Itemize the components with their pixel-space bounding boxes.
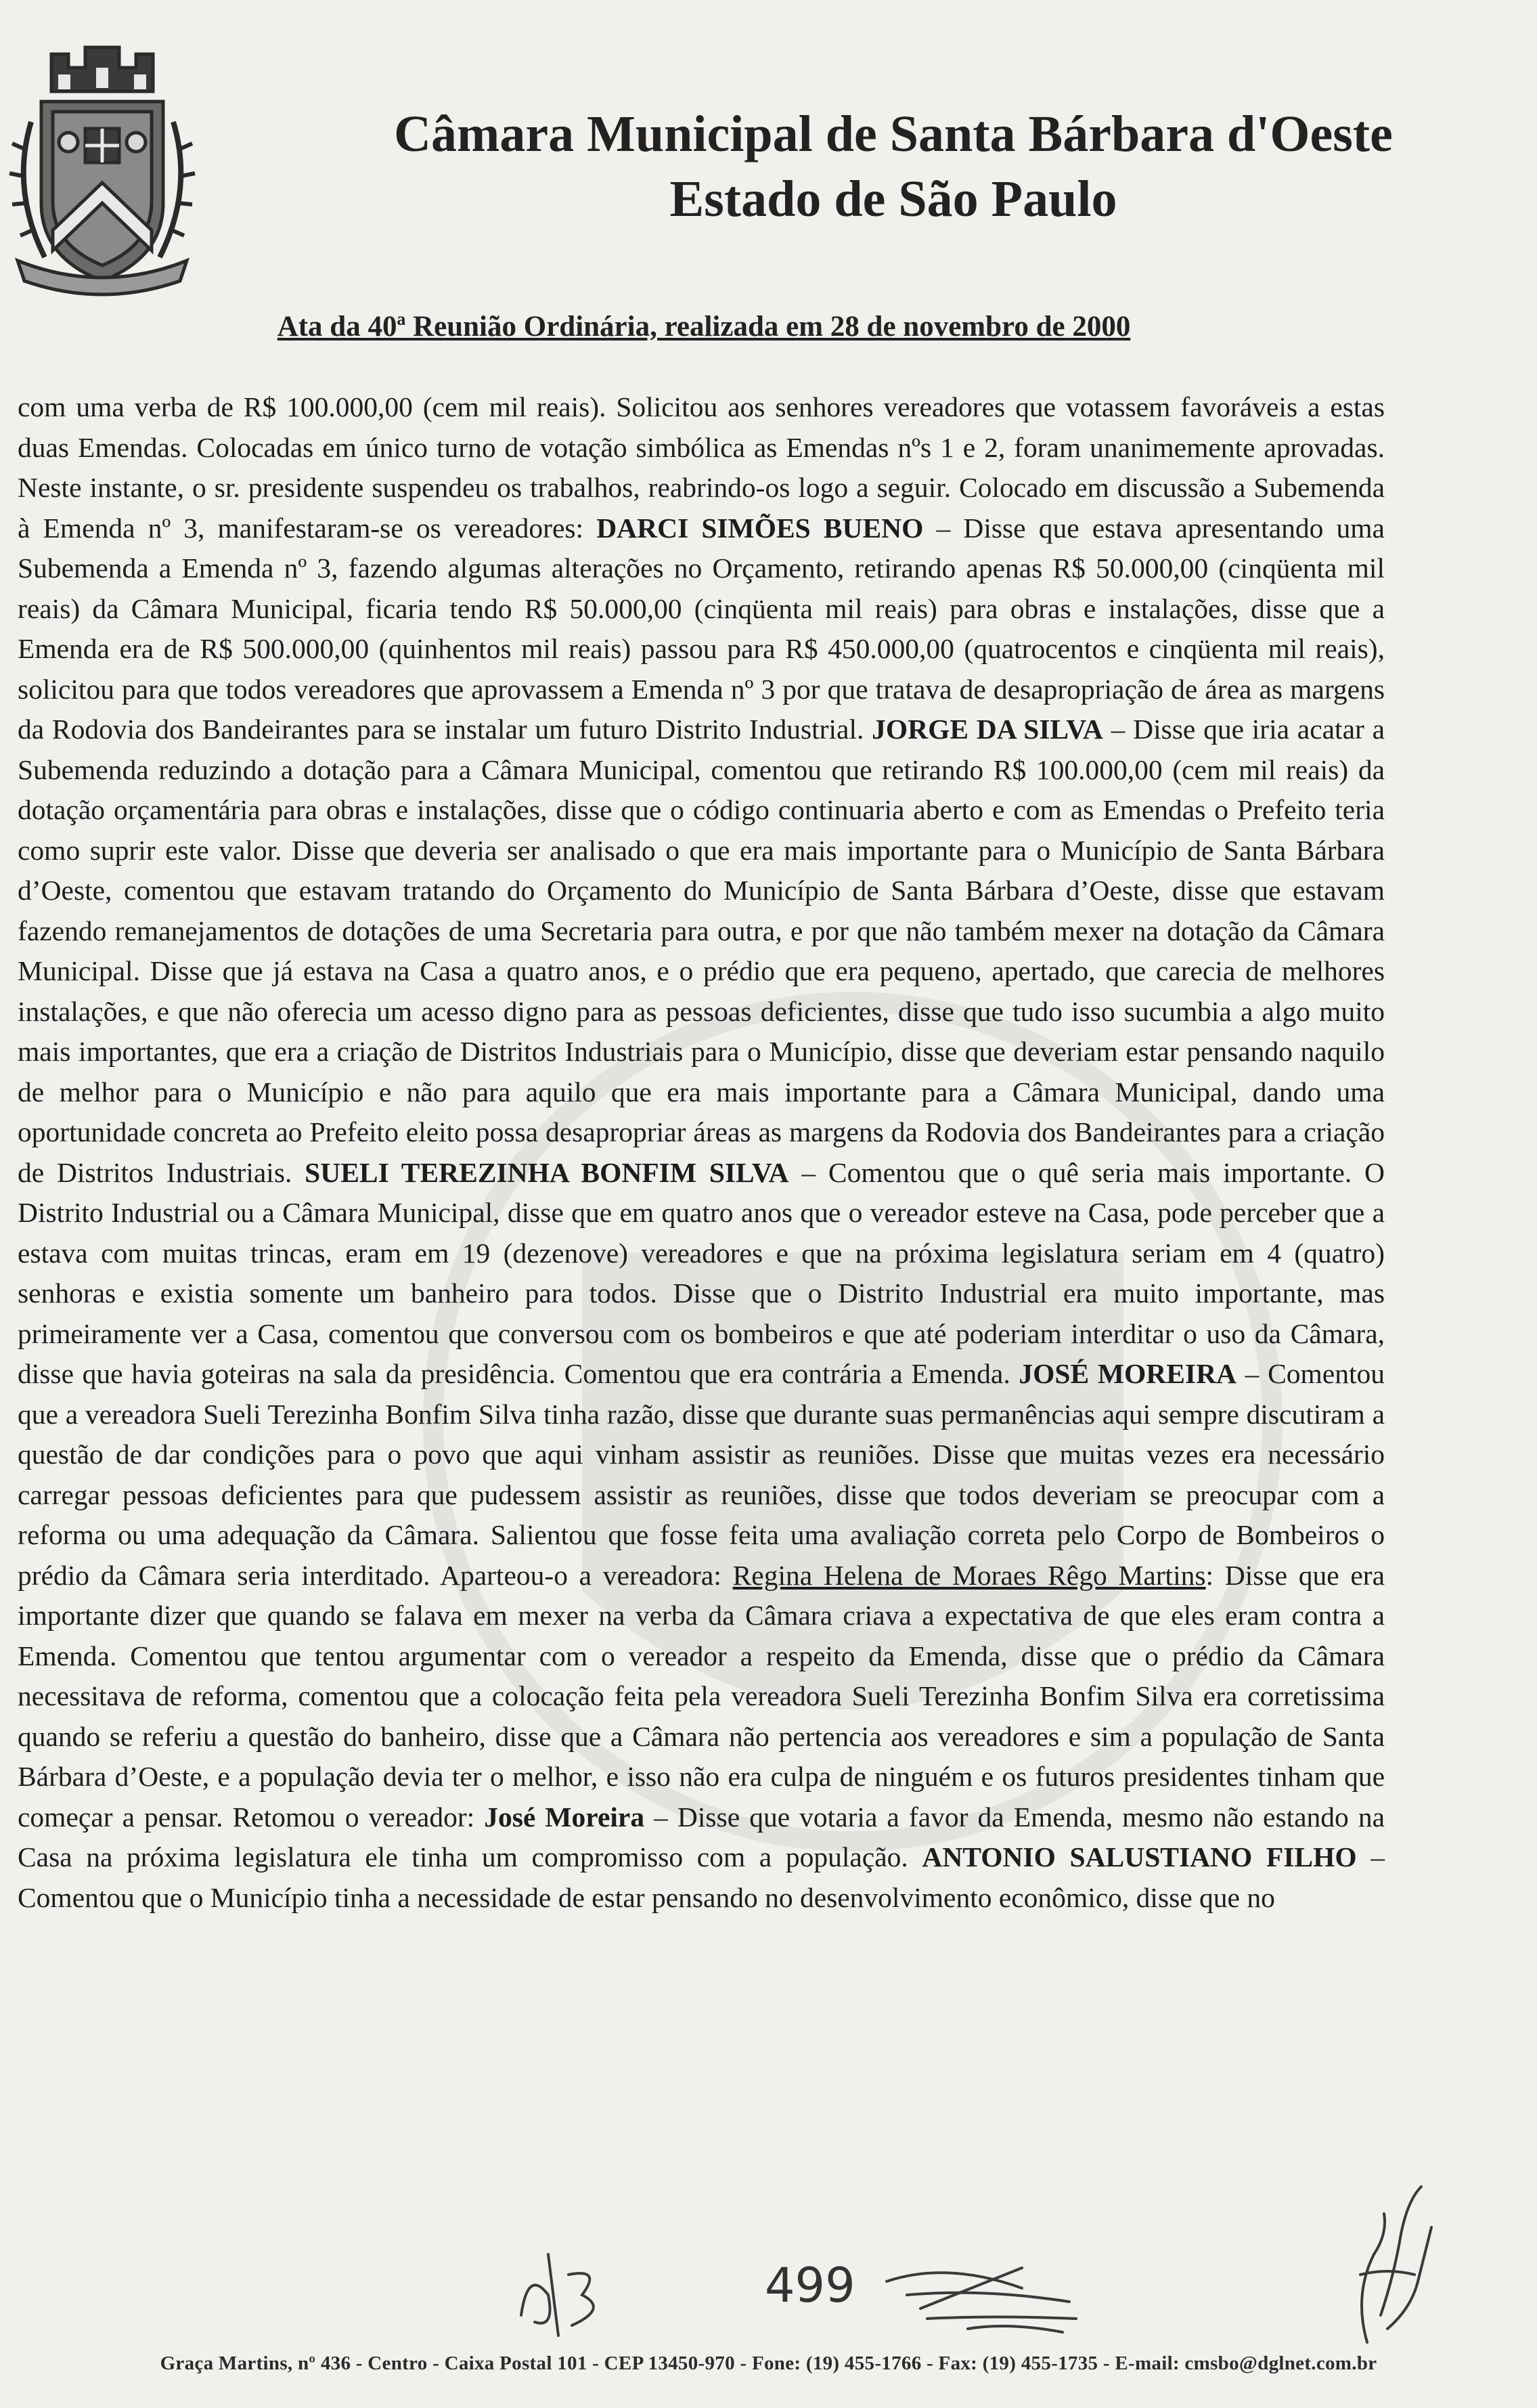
minutes-text: – Disse que iria acatar a Subemenda reduzindo a dotação para a Câmara Municipal, comentou que retirando R$ 100.000,00 (cem mil reais) da dotação orçamentária para obras e instalações, disse que o código continuaria aberto e com as Emendas o Prefeito teria como suprir este valor. Disse que deveria ser analisado o que era mais importante para o Município de Santa Bárbara d’Oeste, comentou que estavam tratando do Orçamento do Município de Santa Bárbara d’Oeste, disse que estavam fazendo remanejamentos de dotações de uma Secretaria para outra, e por que não também mexer na dotação da Câmara Municipal. Disse que já estava na Casa a quatro anos, e o prédio que era pequeno, apertado, que carecia de melhores instalações, e que não oferecia um acesso digno para as pessoas deficientes, disse que tudo isso sucumbia a algo muito mais importantes, que era a criação de Distritos Industriais para o Município, disse que deveriam estar pensando naquilo de melhor para o Município e não para aquilo que era mais importante para a Câmara Municipal, dando uma oportunidade concreta ao Prefeito eleito possa desapropriar áreas as margens da Rodovia dos Bandeirantes para a criação de Distritos Industriais.	[18, 714, 1385, 1188]
speaker-name: JOSÉ MOREIRA	[1019, 1358, 1237, 1389]
speaker-name: JORGE DA SILVA	[872, 714, 1103, 745]
minutes-text: com uma verba de R$ 100.000,00 (cem mil reais). Solicitou aos senhores vereadores que votassem favoráveis a estas duas Emendas. Colocadas em único turno de votação simbólica as Emendas nºs 1 e 2, foram unanimemente aprovadas. Neste instante, o sr. presidente suspendeu os trabalhos, reabrindo-os logo a seguir. Colocado em discussão a Subemenda à Emenda nº 3, manifestaram-se os vereadores:	[18, 391, 1385, 544]
chamber-name: Câmara Municipal de Santa Bárbara d'Oeste	[394, 106, 1393, 162]
page-number: 499	[765, 2258, 855, 2313]
minutes-text: – Disse que estava apresentando uma Subemenda a Emenda nº 3, fazendo algumas alterações no Orçamento, retirando apenas R$ 50.000,00 (cinqüenta mil reais) da Câmara Municipal, ficaria tendo R$ 50.000,00 (cinqüenta mil reais) para obras e instalações, disse que a Emenda era de R$ 500.000,00 (quinhentos mil reais) passou para R$ 450.000,00 (quatrocentos e cinqüenta mil reais), solicitou para que todos vereadores que aprovassem a Emenda nº 3 por que tratava de desapropriação de área as margens da Rodovia dos Bandeirantes para se instalar um futuro Distrito Industrial.	[18, 512, 1385, 745]
handwritten-initials-icon	[508, 2241, 1225, 2342]
minutes-text: – Disse que votaria a favor da Emenda, mesmo não estando na Casa na próxima legislatura ele tinha um compromisso com a população.	[18, 1801, 1385, 1873]
page-footer: Graça Martins, nº 436 - Centro - Caixa Postal 101 - CEP 13450-970 - Fone: (19) 455-1766 - Fax: (19) 455-1735 - E-mail: cmsbo@dglnet.com.br	[160, 2352, 1377, 2374]
document-header	[311, 102, 1475, 232]
speaker-name: ANTONIO SALUSTIANO FILHO	[922, 1841, 1357, 1873]
minutes-body	[18, 387, 1385, 1918]
handwritten-signature-icon	[1347, 2173, 1442, 2349]
speaker-name: José Moreira	[484, 1801, 645, 1833]
minutes-text: – Comentou que o Município tinha a necessidade de estar pensando no desenvolvimento econômico, disse que no	[18, 1841, 1385, 1913]
speaker-name: SUELI TEREZINHA BONFIM SILVA	[305, 1156, 789, 1188]
minutes-text: – Comentou que o quê seria mais importante. O Distrito Industrial ou a Câmara Municipal, disse que em quatro anos que o vereador esteve na Casa, pode perceber que a estava com muitas trincas, eram em 19 (dezenove) vereadores e que na próxima legislatura seriam em 4 (quatro) senhoras e existia somente um banheiro para todos. Disse que o Distrito Industrial era muito importante, mas primeiramente ver a Casa, comentou que conversou com os bombeiros e que até poderiam interditar o uso da Câmara, disse que havia goteiras na sala da presidência. Comentou que era contrária a Emenda.	[18, 1156, 1385, 1389]
coat-of-arms-icon	[4, 27, 200, 298]
minutes-text: – Comentou que a vereadora Sueli Terezinha Bonfim Silva tinha razão, disse que durante suas permanências aqui sempre discutiram a questão de dar condições para o povo que aqui vinham assistir as reuniões. Disse que muitas vezes era necessário carregar pessoas deficientes para que pudessem assistir as reuniões, disse que todos deveriam se preocupar com a reforma ou uma adequação da Câmara. Salientou que fosse feita uma avaliação correta pelo Corpo de Bombeiros o prédio da Câmara seria interditado. Aparteou-o a vereadora:	[18, 1358, 1385, 1591]
state-name: Estado de São Paulo	[669, 171, 1117, 227]
minutes-title: Ata da 40ª Reunião Ordinária, realizada em 28 de novembro de 2000	[277, 311, 1131, 343]
minutes-text: : Disse que era importante dizer que quando se falava em mexer na verba da Câmara criava a expectativa de que eles eram contra a Emenda. Comentou que tentou argumentar com o vereador a respeito da Emenda, disse que o prédio da Câmara necessitava de reforma, comentou que a colocação feita pela vereadora Sueli Terezinha Bonfim Silva era corretissima quando se referiu a questão do banheiro, disse que a Câmara não pertencia aos vereadores e sim a população de Santa Bárbara d’Oeste, e a população devia ter o melhor, e isso não era culpa de ninguém e os futuros presidentes tinham que começar a pensar. Retomou o vereador:	[18, 1559, 1385, 1833]
speaker-name: DARCI SIMÕES BUENO	[596, 512, 924, 544]
aparte-speaker-name: Regina Helena de Moraes Rêgo Martins	[732, 1559, 1206, 1591]
